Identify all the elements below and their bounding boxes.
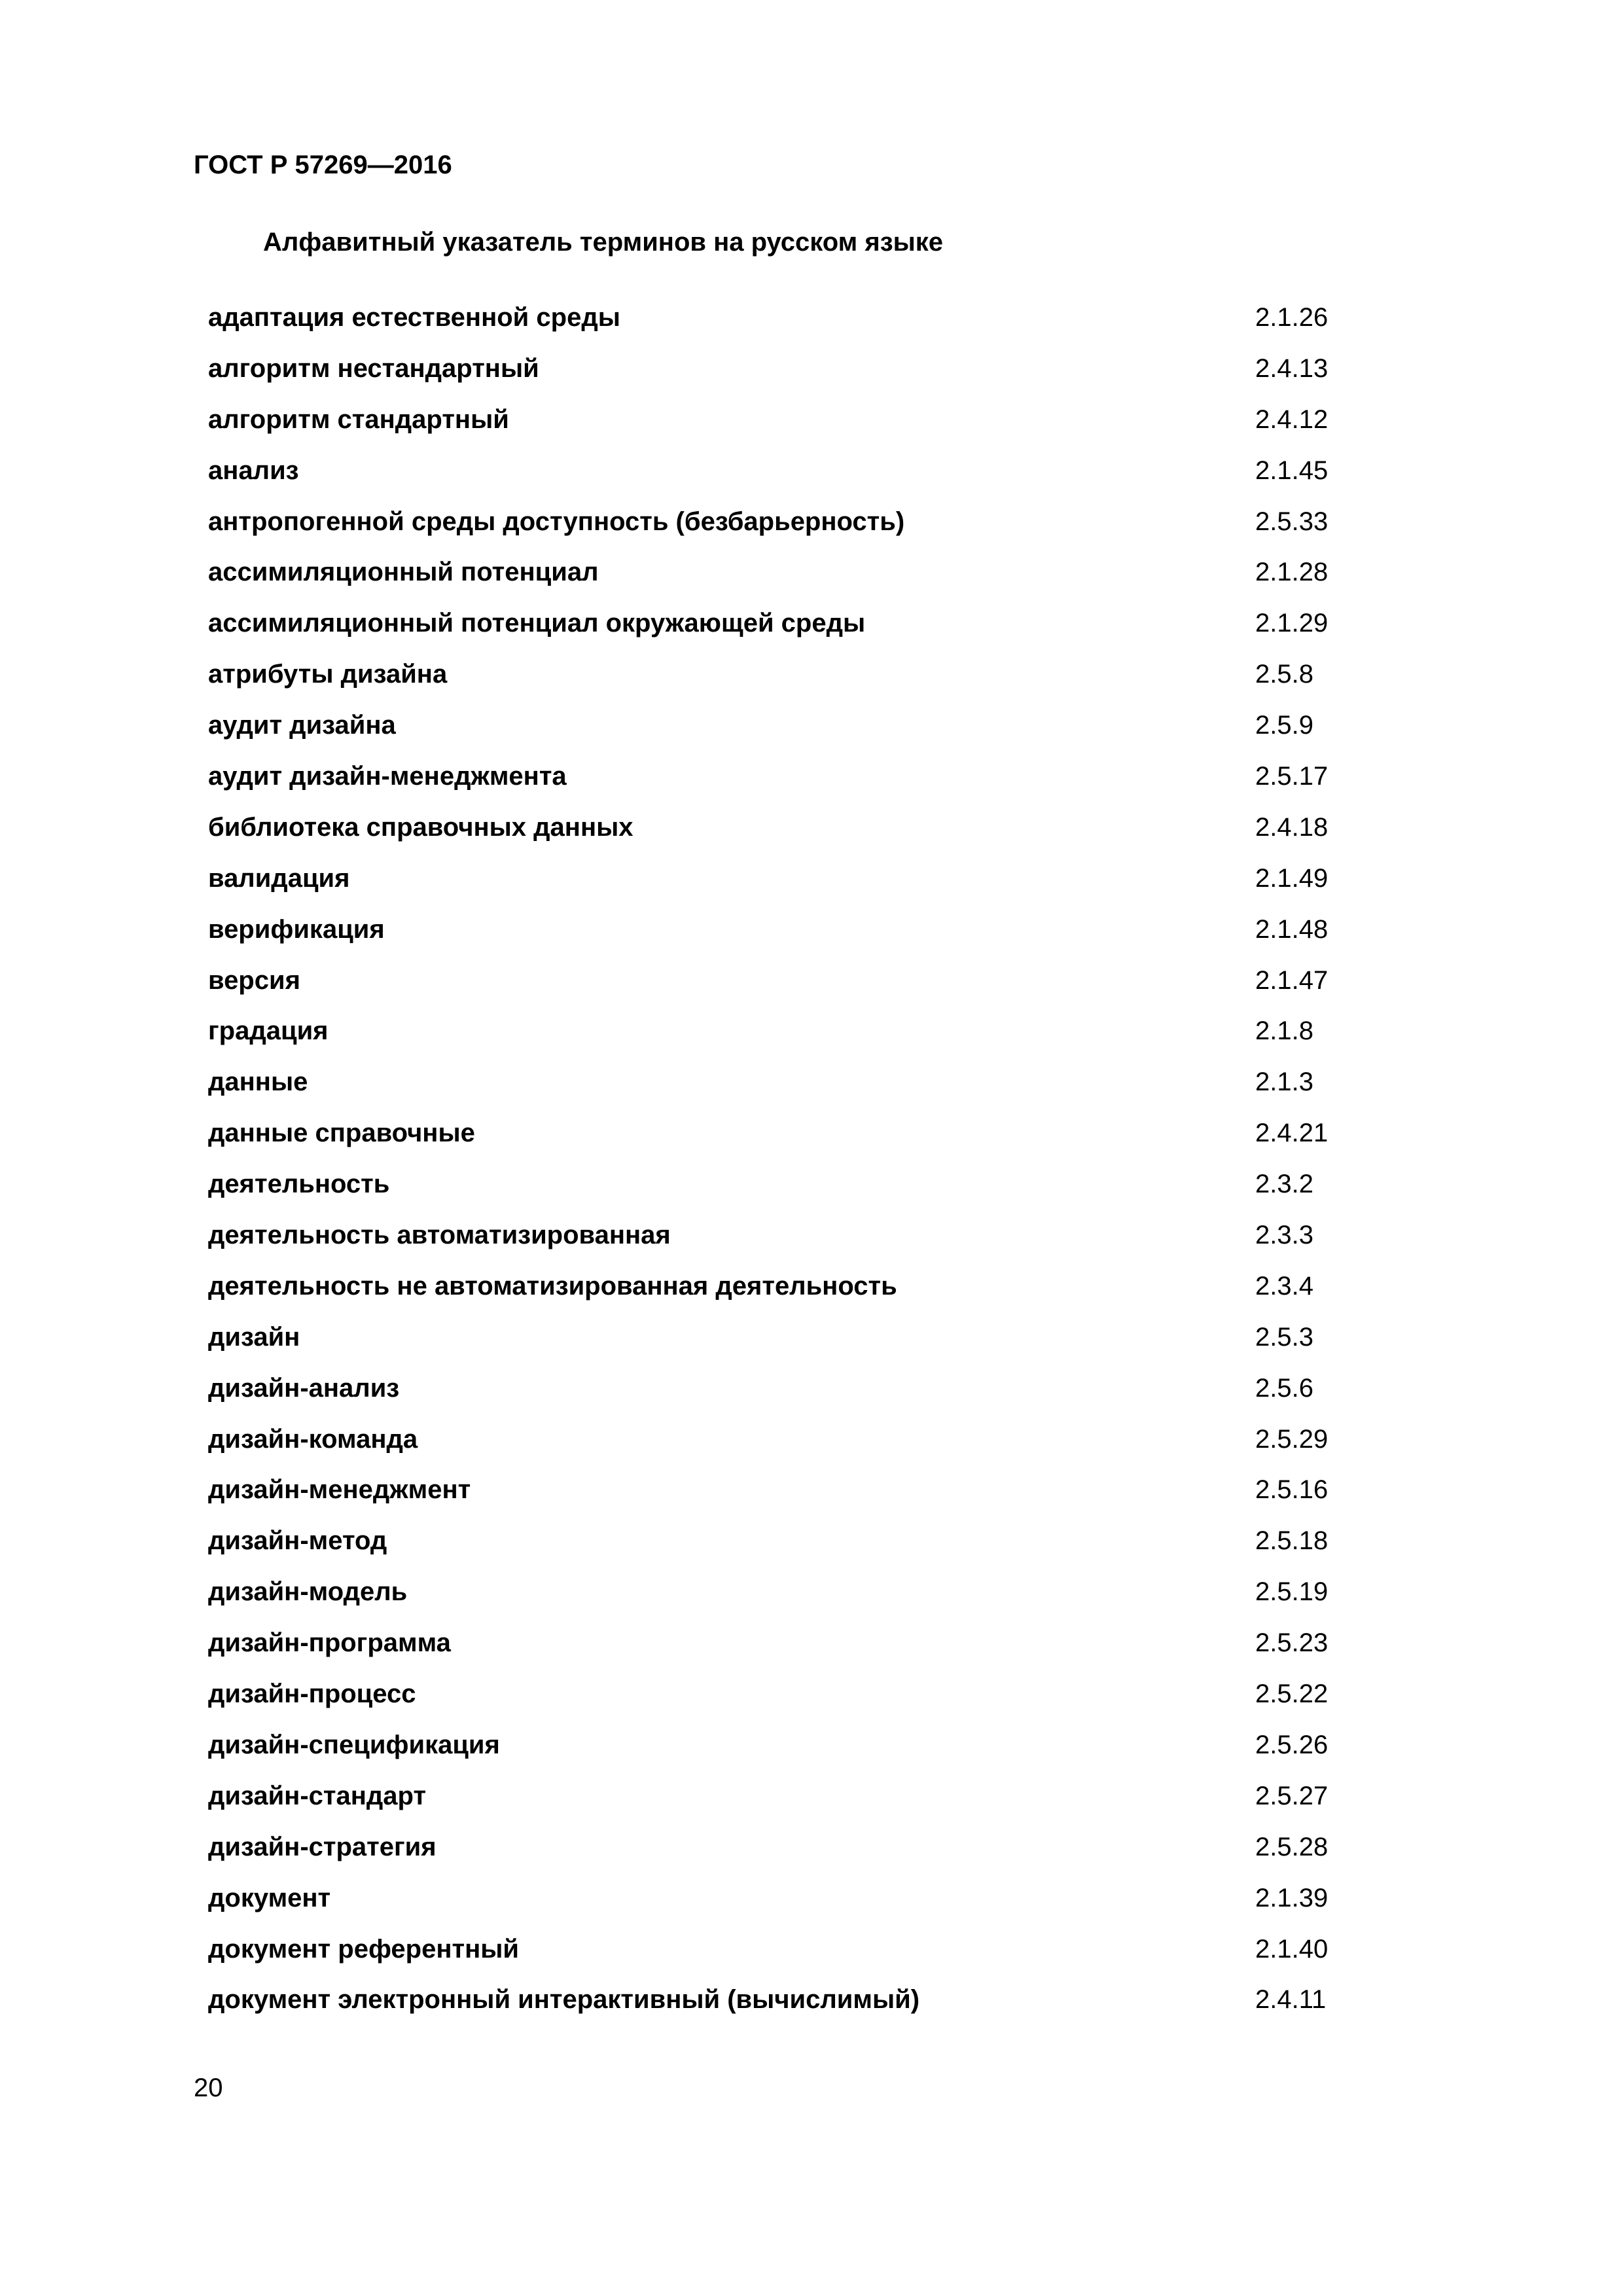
index-ref: 2.5.29 xyxy=(1255,1424,1329,1454)
index-ref: 2.1.45 xyxy=(1255,456,1329,485)
index-entry xyxy=(208,1521,1353,1572)
index-ref: 2.5.6 xyxy=(1255,1373,1313,1403)
index-term: дизайн xyxy=(208,1322,300,1352)
index-term: дизайн-анализ xyxy=(208,1373,400,1403)
index-term: дизайн-программа xyxy=(208,1628,451,1658)
index-ref: 2.4.13 xyxy=(1255,353,1329,383)
page-number: 20 xyxy=(194,2073,223,2102)
index-ref: 2.1.26 xyxy=(1255,303,1329,332)
index-entry xyxy=(208,1062,1353,1113)
index-term: дизайн-стандарт xyxy=(208,1781,427,1810)
index-term: документ xyxy=(208,1883,331,1912)
index-entry xyxy=(208,1318,1353,1369)
index-ref: 2.1.3 xyxy=(1255,1067,1313,1097)
index-ref: 2.1.28 xyxy=(1255,558,1329,587)
index-entry xyxy=(208,349,1353,400)
index-ref: 2.5.17 xyxy=(1255,762,1329,791)
index-ref: 2.4.18 xyxy=(1255,812,1329,842)
index-term: данные xyxy=(208,1067,308,1097)
index-term: документ референтный xyxy=(208,1934,519,1964)
index-entry xyxy=(208,1164,1353,1215)
index-term: антропогенной среды доступность (безбарьерность) xyxy=(208,507,905,536)
index-term: версия xyxy=(208,965,300,995)
index-entry xyxy=(208,552,1353,603)
index-entry xyxy=(208,1623,1353,1674)
index-term: алгоритм нестандартный xyxy=(208,353,539,383)
index-term: библиотека справочных данных xyxy=(208,812,633,842)
index-entry xyxy=(208,298,1353,349)
index-entry xyxy=(208,1674,1353,1725)
index-ref: 2.5.8 xyxy=(1255,660,1313,689)
index-entry xyxy=(208,808,1353,859)
index-term: деятельность xyxy=(208,1170,390,1199)
index-ref: 2.1.39 xyxy=(1255,1883,1329,1912)
index-term: деятельность автоматизированная xyxy=(208,1221,671,1250)
index-term: алгоритм стандартный xyxy=(208,404,509,434)
index-ref: 2.1.48 xyxy=(1255,914,1329,944)
index-ref: 2.5.28 xyxy=(1255,1832,1329,1861)
index-term: дизайн-спецификация xyxy=(208,1730,500,1759)
index-term: градация xyxy=(208,1016,329,1046)
index-entry xyxy=(208,1827,1353,1878)
index-ref: 2.5.19 xyxy=(1255,1577,1329,1607)
index-entry xyxy=(208,400,1353,451)
index-ref: 2.1.40 xyxy=(1255,1934,1329,1964)
index-ref: 2.3.3 xyxy=(1255,1221,1313,1250)
index-ref: 2.3.2 xyxy=(1255,1170,1313,1199)
index-term: атрибуты дизайна xyxy=(208,660,448,689)
index-entry xyxy=(208,1470,1353,1521)
index-ref: 2.5.9 xyxy=(1255,711,1313,740)
index-term: дизайн-менеджмент xyxy=(208,1475,471,1505)
index-entry xyxy=(208,1929,1353,1981)
index-term: ассимиляционный потенциал окружающей среды xyxy=(208,609,866,638)
index-term: данные справочные xyxy=(208,1119,475,1148)
index-entry xyxy=(208,451,1353,502)
index-term: верификация xyxy=(208,914,385,944)
index-entry xyxy=(208,961,1353,1012)
index-ref: 2.3.4 xyxy=(1255,1271,1313,1300)
index-entry xyxy=(208,1266,1353,1318)
index-entry xyxy=(208,502,1353,553)
index-term: деятельность не автоматизированная деятельность xyxy=(208,1271,897,1300)
index-ref: 2.1.29 xyxy=(1255,609,1329,638)
index-term: документ электронный интерактивный (вычислимый) xyxy=(208,1985,920,2015)
index-entry xyxy=(208,910,1353,961)
index-term: дизайн-стратегия xyxy=(208,1832,437,1861)
index-entry xyxy=(208,706,1353,757)
index-entry xyxy=(208,655,1353,706)
index-entry xyxy=(208,603,1353,655)
index-ref: 2.5.23 xyxy=(1255,1628,1329,1658)
index-entry xyxy=(208,757,1353,808)
index-term: дизайн-команда xyxy=(208,1424,418,1454)
index-entry xyxy=(208,1980,1353,2031)
index-entry xyxy=(208,1878,1353,1929)
index-entry xyxy=(208,1572,1353,1623)
index-entry xyxy=(208,1776,1353,1827)
index-term: дизайн-метод xyxy=(208,1526,387,1556)
index-ref: 2.1.49 xyxy=(1255,863,1329,893)
index-ref: 2.5.22 xyxy=(1255,1679,1329,1709)
index-ref: 2.5.26 xyxy=(1255,1730,1329,1759)
index-ref: 2.4.12 xyxy=(1255,404,1329,434)
index-ref: 2.5.27 xyxy=(1255,1781,1329,1810)
standard-code: ГОСТ Р 57269—2016 xyxy=(194,151,452,179)
index-ref: 2.4.11 xyxy=(1255,1985,1327,2015)
index-entry xyxy=(208,1113,1353,1164)
index-ref: 2.1.47 xyxy=(1255,965,1329,995)
index-title: Алфавитный указатель терминов на русском языке xyxy=(263,228,944,257)
index-term: анализ xyxy=(208,456,299,485)
index-ref: 2.5.16 xyxy=(1255,1475,1329,1505)
index-list xyxy=(208,298,1353,2031)
index-term: аудит дизайн-менеджмента xyxy=(208,762,567,791)
index-entry xyxy=(208,1725,1353,1776)
index-entry xyxy=(208,1215,1353,1266)
index-term: дизайн-процесс xyxy=(208,1679,416,1709)
index-term: адаптация естественной среды xyxy=(208,303,620,332)
index-term: аудит дизайна xyxy=(208,711,396,740)
index-ref: 2.4.21 xyxy=(1255,1119,1329,1148)
index-ref: 2.5.3 xyxy=(1255,1322,1313,1352)
index-entry xyxy=(208,1369,1353,1420)
index-ref: 2.1.8 xyxy=(1255,1016,1313,1046)
index-entry xyxy=(208,859,1353,910)
index-term: ассимиляционный потенциал xyxy=(208,558,599,587)
index-term: валидация xyxy=(208,863,350,893)
index-entry xyxy=(208,1011,1353,1062)
index-ref: 2.5.18 xyxy=(1255,1526,1329,1556)
index-entry xyxy=(208,1420,1353,1471)
index-term: дизайн-модель xyxy=(208,1577,408,1607)
index-ref: 2.5.33 xyxy=(1255,507,1329,536)
